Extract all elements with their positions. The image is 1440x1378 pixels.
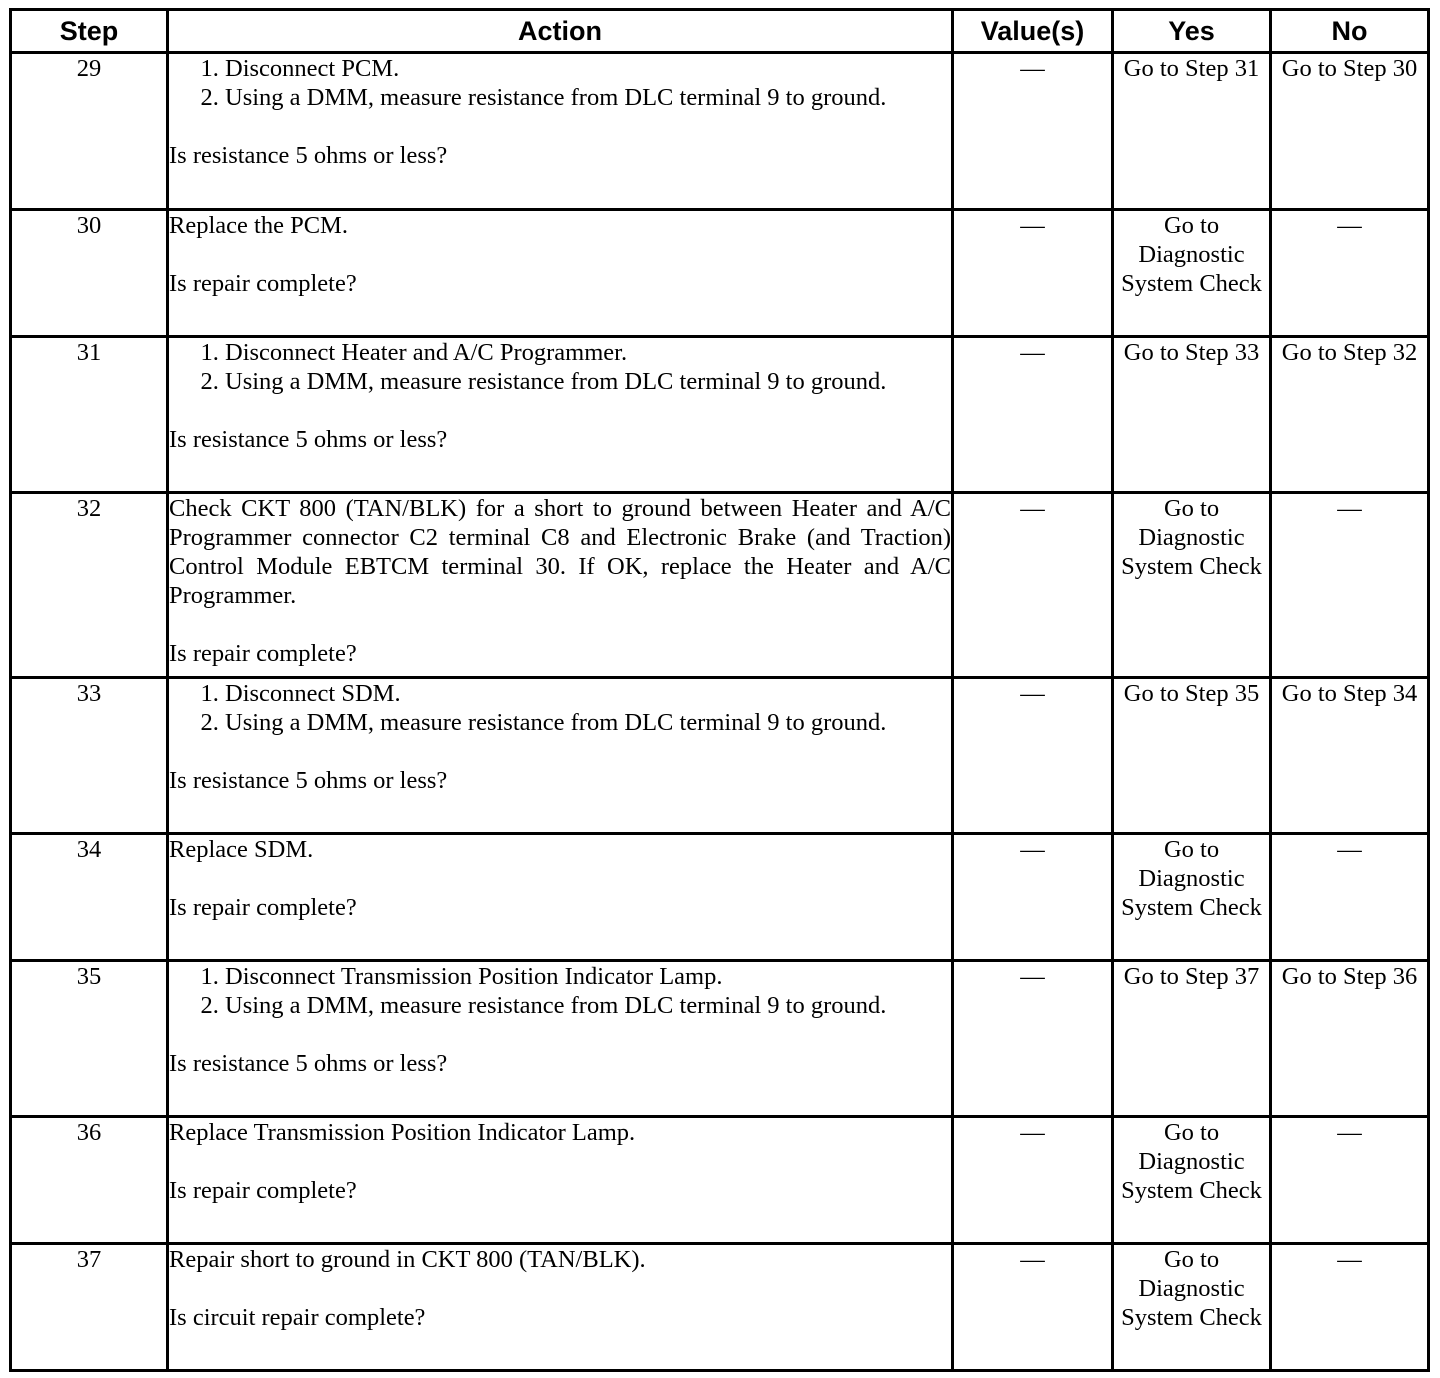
step-number: 36 (11, 1117, 168, 1244)
action-cell (168, 493, 953, 678)
header-row (11, 10, 1429, 53)
value-cell: — (953, 1244, 1113, 1371)
action-cell (168, 210, 953, 337)
step-number: 33 (11, 678, 168, 834)
table-row (11, 1244, 1429, 1371)
table-row (11, 1117, 1429, 1244)
action-item: 1. Disconnect Transmission Position Indicator Lamp. (225, 962, 951, 991)
step-number: 31 (11, 337, 168, 493)
action-item: 2. Using a DMM, measure resistance from DLC terminal 9 to ground. (225, 991, 951, 1020)
value-cell: — (953, 337, 1113, 493)
yes-cell: Go to Step 31 (1113, 53, 1271, 210)
action-cell (168, 1117, 953, 1244)
table-row (11, 53, 1429, 210)
yes-cell: Go to Diagnostic System Check (1113, 210, 1271, 337)
action-question: Is repair complete? (169, 1177, 357, 1204)
action-text: Check CKT 800 (TAN/BLK) for a short to ground between Heater and A/C Programmer connector C2 terminal C8 and Electronic Brake (and Traction) Control Module EBTCM terminal 30. If OK, replace the Heater and A/C Programmer. (169, 495, 951, 609)
no-cell: — (1271, 493, 1429, 678)
no-cell: — (1271, 210, 1429, 337)
action-cell (168, 53, 953, 210)
action-text: Replace the PCM. (169, 212, 348, 239)
action-list (169, 962, 951, 1020)
action-item: 1. Disconnect Heater and A/C Programmer. (225, 338, 951, 367)
action-item: 1. Disconnect SDM. (225, 679, 951, 708)
table-row (11, 834, 1429, 961)
table-row (11, 678, 1429, 834)
action-text: Repair short to ground in CKT 800 (TAN/BLK). (169, 1246, 646, 1273)
step-number: 37 (11, 1244, 168, 1371)
yes-cell: Go to Step 37 (1113, 961, 1271, 1117)
no-cell: — (1271, 1117, 1429, 1244)
table-row (11, 210, 1429, 337)
step-number: 34 (11, 834, 168, 961)
header-values: Value(s) (953, 10, 1113, 53)
no-cell: Go to Step 34 (1271, 678, 1429, 834)
action-list (169, 338, 951, 396)
no-cell: — (1271, 1244, 1429, 1371)
action-list (169, 54, 951, 112)
yes-cell: Go to Step 33 (1113, 337, 1271, 493)
action-question: Is repair complete? (169, 894, 357, 921)
yes-cell: Go to Diagnostic System Check (1113, 493, 1271, 678)
no-cell: — (1271, 834, 1429, 961)
header-yes: Yes (1113, 10, 1271, 53)
action-question: Is resistance 5 ohms or less? (169, 426, 448, 453)
yes-cell: Go to Diagnostic System Check (1113, 834, 1271, 961)
action-list (169, 679, 951, 737)
value-cell: — (953, 493, 1113, 678)
action-item: 2. Using a DMM, measure resistance from DLC terminal 9 to ground. (225, 83, 951, 112)
step-number: 32 (11, 493, 168, 678)
action-cell (168, 1244, 953, 1371)
header-action: Action (168, 10, 953, 53)
action-cell (168, 834, 953, 961)
step-number: 30 (11, 210, 168, 337)
action-question: Is resistance 5 ohms or less? (169, 142, 448, 169)
action-question: Is resistance 5 ohms or less? (169, 1050, 448, 1077)
action-question: Is repair complete? (169, 270, 357, 297)
action-question: Is resistance 5 ohms or less? (169, 767, 448, 794)
diagnostic-table (9, 8, 1430, 1372)
action-text: Replace Transmission Position Indicator Lamp. (169, 1119, 636, 1146)
table-row (11, 961, 1429, 1117)
table-row (11, 337, 1429, 493)
yes-cell: Go to Step 35 (1113, 678, 1271, 834)
value-cell: — (953, 1117, 1113, 1244)
action-cell (168, 337, 953, 493)
value-cell: — (953, 678, 1113, 834)
yes-cell: Go to Diagnostic System Check (1113, 1244, 1271, 1371)
action-cell (168, 678, 953, 834)
value-cell: — (953, 834, 1113, 961)
header-no: No (1271, 10, 1429, 53)
no-cell: Go to Step 32 (1271, 337, 1429, 493)
no-cell: Go to Step 36 (1271, 961, 1429, 1117)
action-cell (168, 961, 953, 1117)
step-number: 29 (11, 53, 168, 210)
action-question: Is circuit repair complete? (169, 1304, 426, 1331)
step-number: 35 (11, 961, 168, 1117)
value-cell: — (953, 210, 1113, 337)
yes-cell: Go to Diagnostic System Check (1113, 1117, 1271, 1244)
no-cell: Go to Step 30 (1271, 53, 1429, 210)
value-cell: — (953, 53, 1113, 210)
action-item: 2. Using a DMM, measure resistance from DLC terminal 9 to ground. (225, 367, 951, 396)
value-cell: — (953, 961, 1113, 1117)
table-row (11, 493, 1429, 678)
header-step: Step (11, 10, 168, 53)
action-question: Is repair complete? (169, 640, 357, 667)
action-item: 1. Disconnect PCM. (225, 54, 951, 83)
action-text: Replace SDM. (169, 836, 314, 863)
action-item: 2. Using a DMM, measure resistance from DLC terminal 9 to ground. (225, 708, 951, 737)
